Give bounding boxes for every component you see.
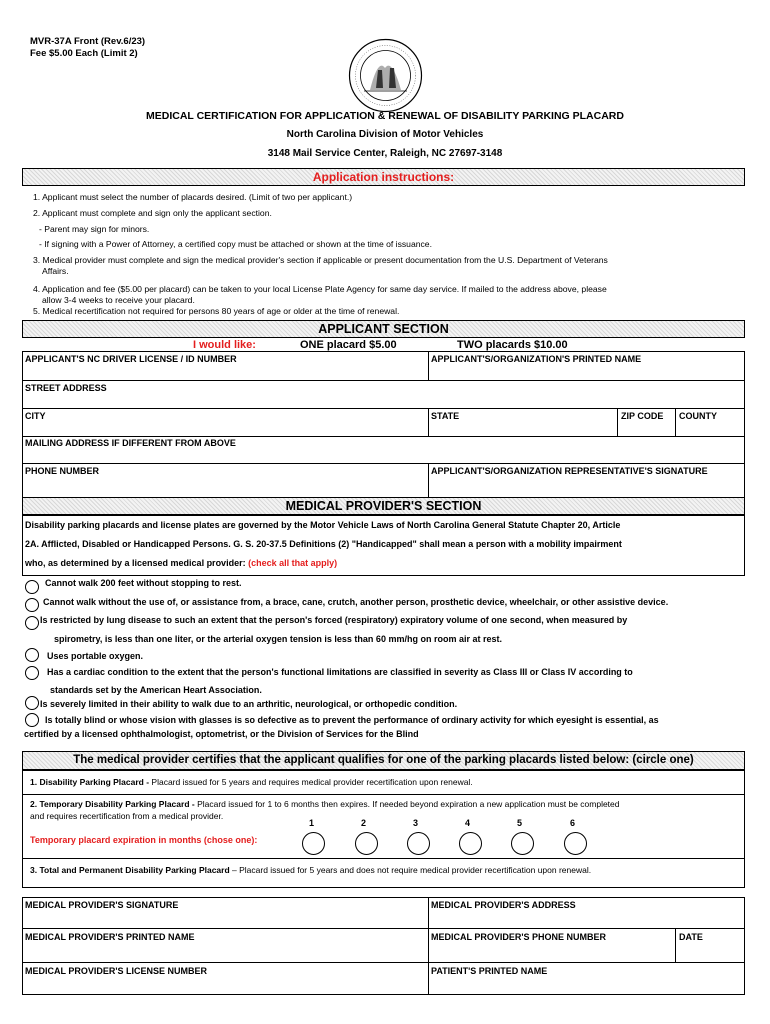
patient-name-field[interactable]: PATIENT'S PRINTED NAME — [431, 966, 548, 976]
phone-field[interactable]: PHONE NUMBER — [25, 466, 100, 476]
temp-expiration-label: Temporary placard expiration in months (chose one): — [30, 835, 258, 845]
month-label-1: 1 — [309, 818, 315, 828]
medical-intro-2: 2A. Afflicted, Disabled or Handicapped Persons. G. S. 20-37.5 Definitions (2) "Handicapped" shall mean a person with a mobility impairment — [25, 539, 622, 549]
instruction-2a: - Parent may sign for minors. — [39, 224, 150, 234]
month-circle-1[interactable] — [302, 832, 325, 855]
provider-address-field[interactable]: MEDICAL PROVIDER'S ADDRESS — [431, 900, 576, 910]
state-field[interactable]: STATE — [431, 411, 460, 421]
mailing-field[interactable]: MAILING ADDRESS IF DIFFERENT FROM ABOVE — [25, 438, 236, 448]
month-label-2: 2 — [361, 818, 367, 828]
instruction-4b: allow 3-4 weeks to receive your placard. — [42, 295, 195, 305]
fee-text: Fee $5.00 Each (Limit 2) — [30, 48, 138, 59]
instruction-3: 3. Medical provider must complete and sign the medical provider's section if applicable or present documentation from the U.S. Department of Veterans — [33, 255, 608, 265]
month-label-5: 5 — [517, 818, 523, 828]
condition-5b: standards set by the American Heart Association. — [50, 685, 262, 695]
condition-4: Uses portable oxygen. — [47, 651, 144, 661]
condition-3: Is restricted by lung disease to such an extent that the person's forced (respiratory) expiratory volume of one second, when measured by — [40, 615, 628, 625]
provider-phone-field[interactable]: MEDICAL PROVIDER'S PHONE NUMBER — [431, 932, 606, 942]
condition-checkbox-2[interactable] — [25, 598, 39, 612]
option-2[interactable]: 2. Temporary Disability Parking Placard - Placard issued for 1 to 6 months then expires. If needed beyond expiration a new application must be completed — [30, 799, 620, 809]
month-circle-5[interactable] — [511, 832, 534, 855]
condition-checkbox-4[interactable] — [25, 648, 39, 662]
month-circle-4[interactable] — [459, 832, 482, 855]
month-label-6: 6 — [570, 818, 576, 828]
condition-checkbox-1[interactable] — [25, 580, 39, 594]
condition-checkbox-6[interactable] — [25, 696, 39, 710]
would-like-label: I would like: — [193, 339, 256, 351]
option-2-text2: and requires recertification from a medical provider. — [30, 811, 224, 821]
certify-title: The medical provider certifies that the applicant qualifies for one of the parking placards listed below: (circle one) — [73, 754, 694, 766]
form-id: MVR-37A Front (Rev.6/23) — [30, 36, 146, 47]
county-field[interactable]: COUNTY — [679, 411, 717, 421]
certify-header — [22, 751, 745, 770]
one-placard-option[interactable]: ONE placard $5.00 — [300, 339, 397, 351]
condition-7b: certified by a licensed ophthalmologist, optometrist, or the Division of Services for the Blind — [24, 729, 419, 739]
provider-date-field[interactable]: DATE — [679, 932, 703, 942]
month-circle-3[interactable] — [407, 832, 430, 855]
two-placards-option[interactable]: TWO placards $10.00 — [457, 339, 568, 351]
applicant-title: APPLICANT SECTION — [318, 322, 449, 336]
condition-checkbox-3[interactable] — [25, 616, 39, 630]
month-circle-6[interactable] — [564, 832, 587, 855]
medical-title: MEDICAL PROVIDER'S SECTION — [285, 499, 482, 513]
instruction-5: 5. Medical recertification not required for persons 80 years of age or older at the time of renewal. — [33, 306, 400, 316]
agency-address: 3148 Mail Service Center, Raleigh, NC 27697-3148 — [267, 148, 503, 159]
state-seal-icon — [348, 38, 423, 113]
instruction-2: 2. Applicant must complete and sign only the applicant section. — [33, 208, 272, 218]
instructions-header — [22, 168, 745, 186]
instruction-4: 4. Application and fee ($5.00 per placard) can be taken to your local License Plate Agency for same day service. If mailed to the address above, please — [33, 284, 607, 294]
option-3[interactable]: 3. Total and Permanent Disability Parking Placard – Placard issued for 5 years and does not require medical provider recertification upon renewal. — [30, 865, 592, 875]
applicant-header — [22, 320, 745, 338]
provider-license-field[interactable]: MEDICAL PROVIDER'S LICENSE NUMBER — [25, 966, 207, 976]
check-all-note: (check all that apply) — [248, 558, 338, 568]
month-label-4: 4 — [465, 818, 471, 828]
provider-printed-name-field[interactable]: MEDICAL PROVIDER'S PRINTED NAME — [25, 932, 195, 942]
condition-checkbox-7[interactable] — [25, 713, 39, 727]
provider-signature-field[interactable]: MEDICAL PROVIDER'S SIGNATURE — [25, 900, 179, 910]
condition-1: Cannot walk 200 feet without stopping to rest. — [45, 578, 242, 588]
medical-intro-3: who, as determined by a licensed medical provider: (check all that apply) — [25, 558, 338, 568]
condition-5: Has a cardiac condition to the extent that the person's functional limitations are classified in severity as Class III or Class IV according to — [47, 667, 633, 677]
provider-fields-grid — [22, 897, 745, 995]
agency-name: North Carolina Division of Motor Vehicles — [286, 129, 484, 140]
street-field[interactable]: STREET ADDRESS — [25, 383, 107, 393]
condition-2: Cannot walk without the use of, or assistance from, a brace, cane, crutch, another person, prosthetic device, wheelchair, or other assistive device. — [43, 597, 669, 607]
month-label-3: 3 — [413, 818, 419, 828]
medical-header — [22, 497, 745, 515]
month-circle-2[interactable] — [355, 832, 378, 855]
instruction-3b: Affairs. — [42, 266, 69, 276]
zip-field[interactable]: ZIP CODE — [621, 411, 664, 421]
instructions-title: Application instructions: — [312, 170, 455, 184]
option-1[interactable]: 1. Disability Parking Placard - Placard issued for 5 years and requires medical provider recertification upon renewal. — [30, 777, 473, 787]
condition-6: Is severely limited in their ability to walk due to an arthritic, neurological, or orthopedic condition. — [40, 699, 458, 709]
applicant-fields-grid — [22, 351, 745, 500]
instruction-2b: - If signing with a Power of Attorney, a certified copy must be attached or shown at the time of issuance. — [39, 239, 432, 249]
instruction-1: 1. Applicant must select the number of placards desired. (Limit of two per applicant.) — [33, 192, 353, 202]
city-field[interactable]: CITY — [25, 411, 46, 421]
printed-name-field[interactable]: APPLICANT'S/ORGANIZATION'S PRINTED NAME — [431, 354, 642, 364]
form-title: MEDICAL CERTIFICATION FOR APPLICATION & RENEWAL OF DISABILITY PARKING PLACARD — [146, 110, 624, 122]
license-field[interactable]: APPLICANT'S NC DRIVER LICENSE / ID NUMBER — [25, 354, 237, 364]
condition-checkbox-5[interactable] — [25, 666, 39, 680]
condition-7: Is totally blind or whose vision with glasses is so defective as to prevent the performance of ordinary activity for which eyesight is essential, as — [45, 715, 659, 725]
medical-intro-1: Disability parking placards and license plates are governed by the Motor Vehicle Laws of North Carolina General Statute Chapter 20, Article — [25, 520, 621, 530]
condition-3b: spirometry, is less than one liter, or the arterial oxygen tension is less than 60 mm/hg on room air at rest. — [54, 634, 502, 644]
signature-field[interactable]: APPLICANT'S/ORGANIZATION REPRESENTATIVE'S SIGNATURE — [431, 466, 708, 476]
